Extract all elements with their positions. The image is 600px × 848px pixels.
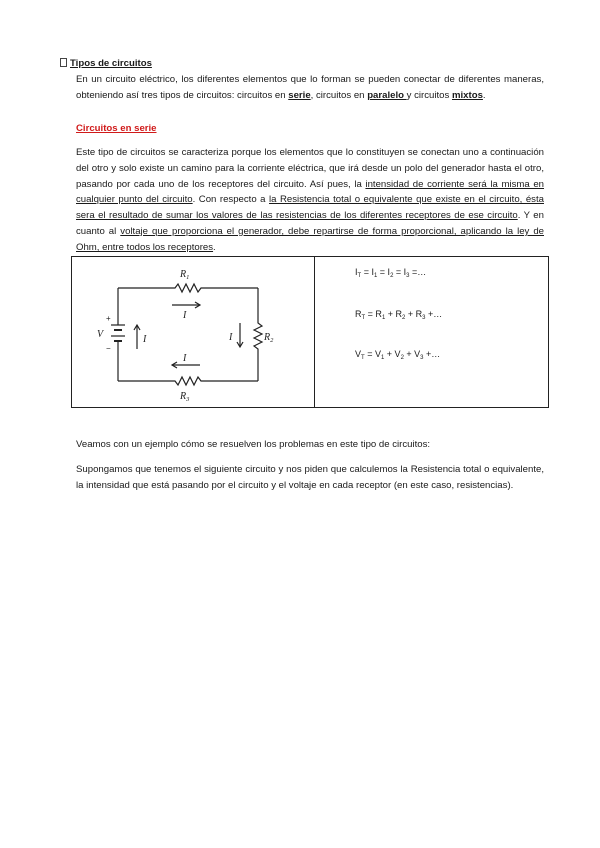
label-minus: − (106, 344, 111, 353)
formula-intensity: $I_T = I_1 = I_2 = I_3$ =… (355, 267, 427, 279)
paragraph-text: . Y en cuanto al (76, 210, 544, 237)
formula-voltage: $V_T = V_1 + V_2 + V_3$ +… (355, 349, 441, 361)
label-i-bottom: I (183, 353, 187, 364)
label-r1: $R_1$ (180, 269, 190, 281)
wire-right-r2 (254, 288, 262, 381)
wire-bottom-r3 (118, 377, 258, 385)
paragraph-text: . (213, 241, 216, 253)
example-intro: Veamos con un ejemplo cómo se resuelven los problemas en este tipo de circuitos: (76, 439, 431, 450)
highlight-voltaje: voltaje que proporciona el generador, debe repartirse de forma proporcional, aplicando la ley de Ohm, entre todos los receptores (76, 225, 544, 253)
intro-text: , circuitos en (310, 89, 368, 101)
paragraph-text: . Con respecto a (192, 194, 270, 206)
square-bullet-icon (60, 58, 67, 67)
series-circuit-diagram (94, 261, 274, 405)
term-mixtos: mixtos (451, 89, 483, 101)
intro-paragraph (76, 72, 544, 104)
term-serie: serie (288, 89, 311, 101)
serie-paragraph (76, 145, 544, 256)
term-paralelo: paralelo (367, 89, 407, 101)
example-problem: Supongamos que tenemos el siguiente circuito y nos piden que calculemos la Resistencia total o equivalente, la intensidad que está pasando por el circuito y el voltaje en cada receptor (en este caso, resistencias). (76, 464, 544, 491)
intro-text: . (482, 89, 486, 101)
subsection-title: Circuitos en serie (76, 123, 157, 134)
label-i-top: I (183, 310, 187, 321)
label-i-right: I (229, 332, 233, 343)
highlight-intensidad: intensidad de corriente será la misma en cualquier punto del circuito (76, 178, 545, 206)
wire-top-r1 (118, 284, 258, 292)
intro-text: y circuitos (406, 89, 452, 101)
highlight-resistencia: la Resistencia total o equivalente que existe en el circuito, ésta sera el resultado de sumar los valores de las resistencias de los diferentes receptores de ese circuito (76, 194, 544, 222)
label-r2: $R_2$ (264, 332, 274, 344)
section-heading (60, 58, 152, 70)
label-v: V (97, 329, 104, 340)
label-plus: + (106, 314, 111, 323)
circuit-table (71, 256, 549, 408)
label-i-left: I (143, 334, 147, 345)
intro-text: En un circuito eléctrico, los diferentes elementos que lo forman se pueden conectar de diferentes maneras, obteniendo así tres tipos de circuitos: circuitos en (76, 74, 544, 101)
paragraph-text: Este tipo de circuitos se caracteriza porque los elementos que lo constituyen se conectan uno a continuación del otro y solo existe un camino para la corriente eléctrica, que irá desde un polo del generador hasta el otro, pasando por cada uno de los receptores del circuito. Así pues, la (76, 147, 544, 190)
formula-resistance: $R_T = R_1 + R_2 + R_3$ +… (355, 309, 443, 321)
label-r3: $R_3$ (180, 391, 190, 403)
section-heading-title: Tipos de circuitos (70, 58, 152, 69)
table-divider (314, 257, 315, 407)
